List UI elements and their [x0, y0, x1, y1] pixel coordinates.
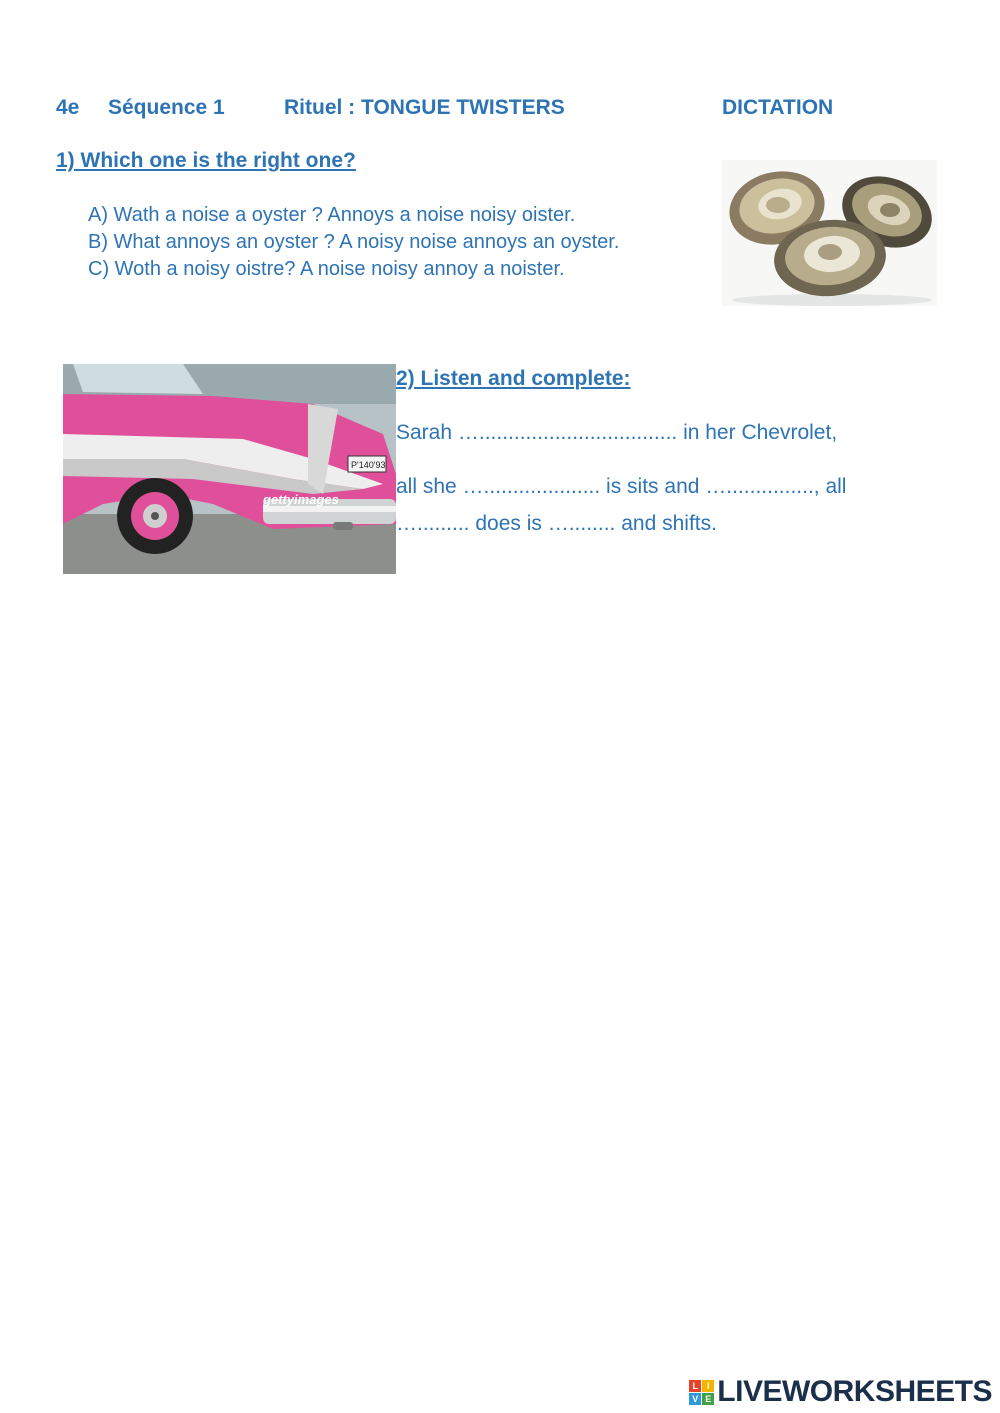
sequence-label: Séquence 1	[108, 96, 225, 119]
svg-text:P'140'93: P'140'93	[351, 460, 386, 470]
brand-name: LIVEWORKSHEETS	[717, 1375, 992, 1408]
option-b: B) What annoys an oyster ? A noisy noise annoys an oyster.	[88, 231, 620, 253]
dictation-line-3: …......... does is …........ and shifts.	[396, 512, 717, 535]
dictation-label: DICTATION	[722, 96, 834, 119]
question-2-title: 2) Listen and complete:	[396, 367, 631, 390]
liveworksheets-logo	[689, 1374, 992, 1410]
grade-level: 4e	[56, 96, 80, 119]
dictation-line-1: Sarah ….................................. in her Chevrolet,	[396, 421, 838, 444]
option-a: A) Wath a noise a oyster ? Annoys a noise noisy oister.	[88, 204, 576, 226]
dictation-line-2: all she ….................... is sits and …..............., all	[396, 475, 847, 498]
ritual-title: Rituel : TONGUE TWISTERS	[284, 96, 565, 119]
getty-watermark: gettyimages	[263, 492, 339, 507]
logo-icon: L I V E	[689, 1380, 714, 1405]
pink-car-image	[63, 364, 396, 574]
question-1-title: 1) Which one is the right one?	[56, 149, 356, 172]
option-c: C) Woth a noisy oistre? A noise noisy annoy a noister.	[88, 258, 565, 280]
oyster-image	[722, 160, 937, 306]
